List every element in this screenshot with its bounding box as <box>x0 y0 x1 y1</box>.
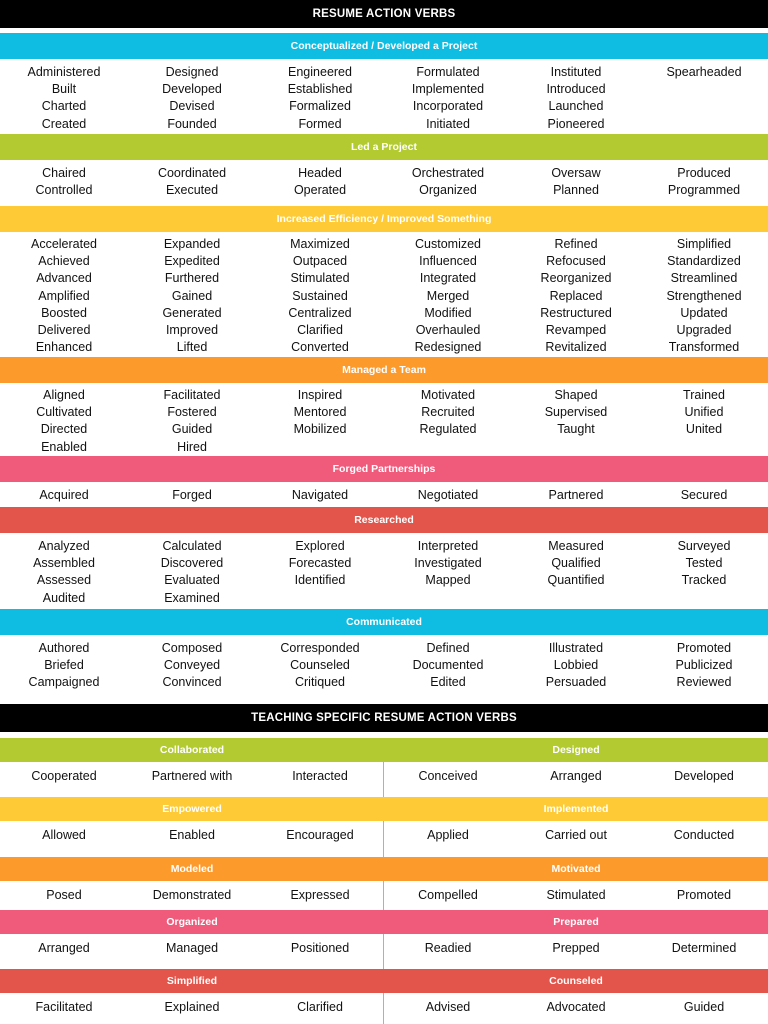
verb-item: Restructured <box>540 305 612 320</box>
teaching-header-empowered: Empowered <box>0 797 384 821</box>
verb-item: Forged <box>172 488 212 502</box>
verb-item: Examined <box>164 590 220 605</box>
verb-item: Achieved <box>38 254 90 269</box>
teaching-header-collaborated: Collaborated <box>0 738 384 762</box>
verb-item: Established <box>287 82 353 97</box>
teaching-verb-item: Demonstrated <box>152 888 232 902</box>
verb-grid-led-a-project <box>0 165 768 199</box>
verb-item: Qualified <box>551 556 601 571</box>
verb-item: Integrated <box>419 271 477 286</box>
verb-column <box>512 64 640 133</box>
teaching-verb-item: Compelled <box>418 888 478 902</box>
verb-item: Programmed <box>667 183 741 198</box>
verb-column <box>256 538 384 607</box>
verb-item: Secured <box>680 488 728 502</box>
verb-item: Conveyed <box>163 658 221 673</box>
verb-column <box>640 640 768 692</box>
verb-column <box>256 64 384 133</box>
teaching-header-counseled: Counseled <box>384 969 768 993</box>
verb-item: Delivered <box>37 322 91 337</box>
verb-item: Authored <box>38 641 90 655</box>
verb-item: Charted <box>41 99 87 114</box>
verb-item: Instituted <box>550 65 602 79</box>
section-header-researched: Researched <box>0 507 768 533</box>
verb-column <box>640 487 768 504</box>
verb-item: Chaired <box>42 166 86 180</box>
verb-item: Transformed <box>668 340 740 355</box>
verb-item: Formulated <box>416 65 480 79</box>
teaching-header-prepared: Prepared <box>384 910 768 934</box>
verb-item: Calculated <box>162 539 222 553</box>
page-title: RESUME ACTION VERBS <box>0 0 768 28</box>
verb-item: Regulated <box>419 422 477 437</box>
teaching-header-simplified: Simplified <box>0 969 384 993</box>
teaching-verb-item: Developed <box>674 769 734 783</box>
verb-grid-communicated <box>0 640 768 692</box>
verb-item: Refocused <box>546 254 606 269</box>
section-header-increased-efficiency: Increased Efficiency / Improved Something <box>0 206 768 232</box>
verb-column <box>384 487 512 504</box>
verb-item: Fostered <box>167 405 217 420</box>
verb-item: Incorporated <box>412 99 484 114</box>
verb-item: Mobilized <box>293 422 347 437</box>
verb-item: Publicized <box>675 658 733 673</box>
verb-item: Built <box>51 82 77 97</box>
verb-column <box>640 387 768 456</box>
verb-item: Initiated <box>426 116 470 131</box>
verb-item: Aligned <box>43 388 85 402</box>
verb-item: Enabled <box>41 439 87 454</box>
verb-item: Designed <box>165 65 219 79</box>
verb-item: Spearheaded <box>666 65 742 79</box>
verb-item: Standardized <box>667 254 741 269</box>
teaching-verb-item: Explained <box>164 1000 220 1014</box>
verb-item: Revitalized <box>545 340 607 355</box>
verb-column <box>0 640 128 692</box>
teaching-verb-item: Expressed <box>290 888 350 902</box>
verb-column <box>0 64 128 133</box>
teaching-title: TEACHING SPECIFIC RESUME ACTION VERBS <box>0 704 768 732</box>
verb-item: Assembled <box>33 556 95 571</box>
verb-column <box>640 165 768 199</box>
verb-item: Unified <box>684 405 724 420</box>
verb-item: Replaced <box>549 288 603 303</box>
verb-item: Acquired <box>39 488 89 502</box>
verb-item: Campaigned <box>28 675 100 690</box>
teaching-verb-item: Applied <box>427 828 469 842</box>
verb-item: Directed <box>40 422 88 437</box>
verb-column <box>0 387 128 456</box>
verb-column <box>256 487 384 504</box>
verb-item: Defined <box>426 641 470 655</box>
verb-column <box>384 64 512 133</box>
verb-item: Overhauled <box>415 322 481 337</box>
verb-item: Coordinated <box>157 166 227 180</box>
teaching-verb-item: Enabled <box>169 828 215 842</box>
verb-item: Promoted <box>676 641 732 655</box>
verb-item: Partnered <box>548 488 604 502</box>
teaching-verb-item: Guided <box>683 1000 725 1014</box>
verb-grid-forged-partnerships <box>0 487 768 504</box>
teaching-verb-item: Conceived <box>418 769 478 783</box>
verb-column <box>0 236 128 356</box>
verb-item: Redesigned <box>414 340 482 355</box>
verb-item: Created <box>41 116 87 131</box>
verb-item: Forecasted <box>288 556 352 571</box>
verb-item: Corresponded <box>280 641 360 655</box>
verb-item: Edited <box>430 675 466 690</box>
verb-column <box>512 640 640 692</box>
verb-item: Documented <box>412 658 484 673</box>
verb-item: Simplified <box>676 237 732 251</box>
verb-item: Controlled <box>35 183 93 198</box>
teaching-verb-item: Readied <box>424 941 472 955</box>
verb-item: Founded <box>167 116 217 131</box>
verb-item: Formalized <box>289 99 351 114</box>
teaching-verb-item: Allowed <box>42 828 86 842</box>
verb-column <box>384 165 512 199</box>
verb-column <box>128 165 256 199</box>
verb-item: Oversaw <box>551 166 601 180</box>
verb-item: Guided <box>171 422 213 437</box>
verb-item: Lifted <box>176 340 208 355</box>
verb-column <box>384 640 512 692</box>
verb-column <box>128 640 256 692</box>
verb-item: Critiqued <box>294 675 346 690</box>
verb-column <box>384 538 512 607</box>
teaching-header-implemented: Implemented <box>384 797 768 821</box>
verb-column <box>640 64 768 133</box>
teaching-verb-item: Promoted <box>676 888 732 902</box>
verb-grid-managed-a-team <box>0 387 768 456</box>
verb-item: Planned <box>553 183 599 198</box>
verb-column <box>0 538 128 607</box>
verb-item: Reviewed <box>676 675 732 690</box>
verb-item: Advanced <box>36 271 92 286</box>
teaching-words-row <box>0 887 768 904</box>
teaching-verb-item: Posed <box>46 888 82 902</box>
verb-item: Gained <box>171 288 213 303</box>
verb-item: Negotiated <box>417 488 479 502</box>
verb-item: Accelerated <box>30 237 97 251</box>
verb-item: Modified <box>424 305 472 320</box>
verb-column <box>512 236 640 356</box>
verb-item: Analyzed <box>38 539 90 553</box>
verb-column <box>0 487 128 504</box>
teaching-verb-item: Clarified <box>297 1000 343 1014</box>
verb-column <box>512 165 640 199</box>
verb-item: Operated <box>293 183 347 198</box>
verb-item: Updated <box>680 305 728 320</box>
verb-item: Assessed <box>36 573 92 588</box>
teaching-words-row <box>0 768 768 785</box>
verb-item: Counseled <box>290 658 350 673</box>
verb-column <box>512 538 640 607</box>
verb-item: Produced <box>677 166 731 180</box>
teaching-verb-item: Cooperated <box>31 769 97 783</box>
verb-item: Influenced <box>419 254 477 269</box>
verb-item: Tested <box>685 556 723 571</box>
verb-item: Expanded <box>163 237 221 251</box>
verb-item: Revamped <box>545 322 607 337</box>
teaching-verb-item: Partnered with <box>151 769 233 783</box>
verb-column <box>384 387 512 456</box>
verb-item: Devised <box>169 99 215 114</box>
verb-item: Identified <box>294 573 346 588</box>
verb-item: Trained <box>683 388 725 402</box>
verb-item: Administered <box>27 65 101 79</box>
section-header-managed-a-team: Managed a Team <box>0 357 768 383</box>
section-header-conceptualized: Conceptualized / Developed a Project <box>0 33 768 59</box>
teaching-verb-item: Carried out <box>545 828 607 842</box>
verb-item: Pioneered <box>547 116 605 131</box>
verb-item: Reorganized <box>540 271 612 286</box>
verb-item: Improved <box>165 322 219 337</box>
verb-item: Engineered <box>288 65 352 79</box>
verb-item: Customized <box>415 237 481 251</box>
teaching-verb-item: Managed <box>165 941 219 955</box>
verb-column <box>0 165 128 199</box>
teaching-verb-item: Determined <box>671 941 737 955</box>
verb-item: Streamlined <box>670 271 738 286</box>
verb-item: Introduced <box>546 82 606 97</box>
verb-column <box>256 640 384 692</box>
verb-item: Upgraded <box>676 322 732 337</box>
verb-column <box>128 538 256 607</box>
verb-item: Amplified <box>38 288 90 303</box>
verb-item: Supervised <box>544 405 608 420</box>
teaching-header-modeled: Modeled <box>0 857 384 881</box>
verb-item: Merged <box>426 288 470 303</box>
verb-item: Briefed <box>44 658 84 673</box>
verb-item: Generated <box>162 305 222 320</box>
verb-item: Mentored <box>293 405 347 420</box>
teaching-header-motivated: Motivated <box>384 857 768 881</box>
verb-column <box>640 236 768 356</box>
verb-column <box>384 236 512 356</box>
verb-item: Mapped <box>425 573 471 588</box>
verb-item: Quantified <box>547 573 605 588</box>
section-header-communicated: Communicated <box>0 609 768 635</box>
verb-item: Stimulated <box>290 271 350 286</box>
verb-column <box>128 64 256 133</box>
teaching-verb-item: Arranged <box>38 941 90 955</box>
teaching-verb-item: Stimulated <box>546 888 606 902</box>
teaching-header-designed: Designed <box>384 738 768 762</box>
verb-column <box>128 236 256 356</box>
verb-item: Audited <box>42 590 86 605</box>
verb-item: Developed <box>162 82 222 97</box>
teaching-words-row <box>0 940 768 957</box>
verb-item: Composed <box>161 641 223 655</box>
verb-item: Refined <box>554 237 598 251</box>
verb-item: Discovered <box>160 556 224 571</box>
verb-item: Taught <box>557 422 595 437</box>
verb-item: Facilitated <box>163 388 221 402</box>
teaching-verb-item: Interacted <box>292 769 348 783</box>
verb-item: Maximized <box>290 237 350 251</box>
verb-item: Lobbied <box>553 658 599 673</box>
verb-item: Interpreted <box>417 539 479 553</box>
verb-item: Organized <box>419 183 477 198</box>
verb-item: Convinced <box>162 675 222 690</box>
verb-grid-increased-efficiency <box>0 236 768 356</box>
teaching-verb-item: Facilitated <box>35 1000 93 1014</box>
verb-column <box>128 487 256 504</box>
verb-item: Inspired <box>297 388 343 402</box>
verb-item: Sustained <box>292 288 348 303</box>
verb-column <box>640 538 768 607</box>
teaching-verb-item: Encouraged <box>286 828 354 842</box>
verb-item: United <box>685 422 723 437</box>
section-header-forged-partnerships: Forged Partnerships <box>0 456 768 482</box>
verb-item: Cultivated <box>36 405 92 420</box>
verb-item: Navigated <box>291 488 349 502</box>
verb-item: Strengthened <box>666 288 742 303</box>
verb-item: Hired <box>177 439 207 454</box>
verb-column <box>256 387 384 456</box>
teaching-header-organized: Organized <box>0 910 384 934</box>
verb-item: Converted <box>291 340 349 355</box>
teaching-verb-item: Advised <box>425 1000 471 1014</box>
verb-grid-conceptualized <box>0 64 768 133</box>
verb-item: Persuaded <box>545 675 607 690</box>
verb-item: Centralized <box>288 305 352 320</box>
verb-item: Clarified <box>297 322 343 337</box>
verb-item: Tracked <box>681 573 727 588</box>
verb-column <box>128 387 256 456</box>
verb-item: Headed <box>298 166 342 180</box>
verb-item: Surveyed <box>677 539 731 553</box>
verb-item: Implemented <box>411 82 485 97</box>
verb-item: Orchestrated <box>411 166 485 180</box>
verb-item: Recruited <box>421 405 475 420</box>
teaching-verb-item: Conducted <box>673 828 735 842</box>
verb-item: Formed <box>298 116 342 131</box>
verb-item: Measured <box>548 539 604 553</box>
teaching-verb-item: Positioned <box>290 941 350 955</box>
verb-grid-researched <box>0 538 768 607</box>
verb-item: Motivated <box>420 388 476 402</box>
teaching-verb-item: Arranged <box>550 769 602 783</box>
teaching-verb-item: Advocated <box>546 1000 606 1014</box>
verb-item: Evaluated <box>164 573 220 588</box>
verb-column <box>256 236 384 356</box>
verb-column <box>512 487 640 504</box>
teaching-words-row <box>0 827 768 844</box>
verb-item: Enhanced <box>35 340 93 355</box>
verb-item: Expedited <box>164 254 220 269</box>
teaching-verb-item: Prepped <box>552 941 600 955</box>
teaching-words-row <box>0 999 768 1016</box>
verb-item: Investigated <box>414 556 482 571</box>
verb-item: Furthered <box>164 271 220 286</box>
verb-item: Outpaced <box>292 254 348 269</box>
verb-item: Explored <box>295 539 345 553</box>
verb-item: Shaped <box>554 388 598 402</box>
verb-item: Launched <box>548 99 604 114</box>
verb-column <box>256 165 384 199</box>
section-header-led-a-project: Led a Project <box>0 134 768 160</box>
verb-item: Illustrated <box>548 641 604 655</box>
verb-item: Boosted <box>41 305 87 320</box>
verb-column <box>512 387 640 456</box>
verb-item: Executed <box>165 183 219 198</box>
